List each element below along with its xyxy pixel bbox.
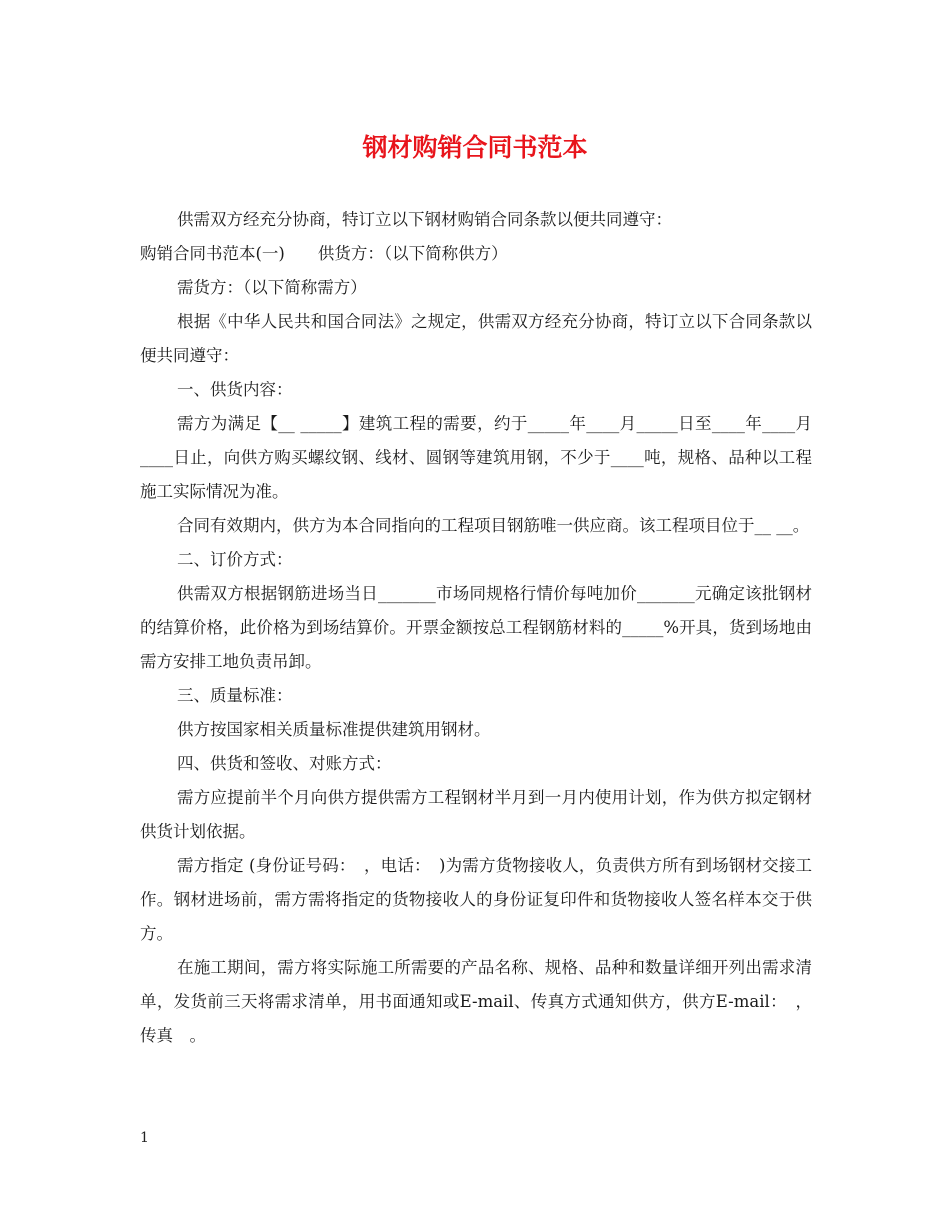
section-heading-pricing: 二、订价方式： [177,550,293,569]
section-heading-quality: 三、质量标准： [177,686,293,705]
section-heading-delivery: 四、供货和签收、对账方式： [177,754,392,773]
paragraph-validity: 合同有效期内，供方为本合同指向的工程项目钢筋唯一供应商。该工程项目位于__ __。 [177,516,810,535]
paragraph-legal-basis: 根据《中华人民共和国合同法》之规定，供需双方经充分协商，特订立以下合同条款以便共同遵守： [140,312,812,365]
paragraph-demand-list: 在施工期间，需方将实际施工所需要的产品名称、规格、品种和数量详细开列出需求清单，发货前三天将需求清单，用书面通知或E-mail、传真方式通知供方，供方E-mail： ，传真 。 [140,958,812,1045]
section-heading-supply-content: 一、供货内容： [177,380,293,399]
document-body [140,203,812,1053]
paragraph-pricing: 供需双方根据钢筋进场当日_______市场同规格行情价每吨加价_______元确定该批钢材的结算价格，此价格为到场结算价。开票金额按总工程钢筋材料的_____%开具，货到场地由需方安排工地负责吊卸。 [140,584,812,671]
paragraph-supply-content: 需方为满足【__ _____】建筑工程的需要，约于_____年____月_____日至____年____月____日止，向供方购买螺纹钢、线材、圆钢等建筑用钢，不少于____吨，规格、品种以工程施工实际情况为准。 [140,414,812,501]
paragraph-quality: 供方按国家相关质量标准提供建筑用钢材。 [177,720,491,739]
document-title: 钢材购销合同书范本 [362,133,588,162]
paragraph-intro: 供需双方经充分协商，特订立以下钢材购销合同条款以便共同遵守： [177,210,672,229]
paragraph-buyer: 需货方：（以下简称需方） [177,278,367,297]
paragraph-receiver: 需方指定 (身份证号码： ，电话： )为需方货物接收人，负责供方所有到场钢材交接工作。钢材进场前，需方需将指定的货物接收人的身份证复印件和货物接收人签名样本交于供方。 [140,856,812,943]
paragraph-supplier: 购销合同书范本(一) 供货方：（以下简称供方） [140,244,508,263]
paragraph-delivery-plan: 需方应提前半个月向供方提供需方工程钢材半月到一月内使用计划，作为供方拟定钢材供货计划依据。 [140,788,812,841]
page-number: 1 [140,1130,149,1146]
